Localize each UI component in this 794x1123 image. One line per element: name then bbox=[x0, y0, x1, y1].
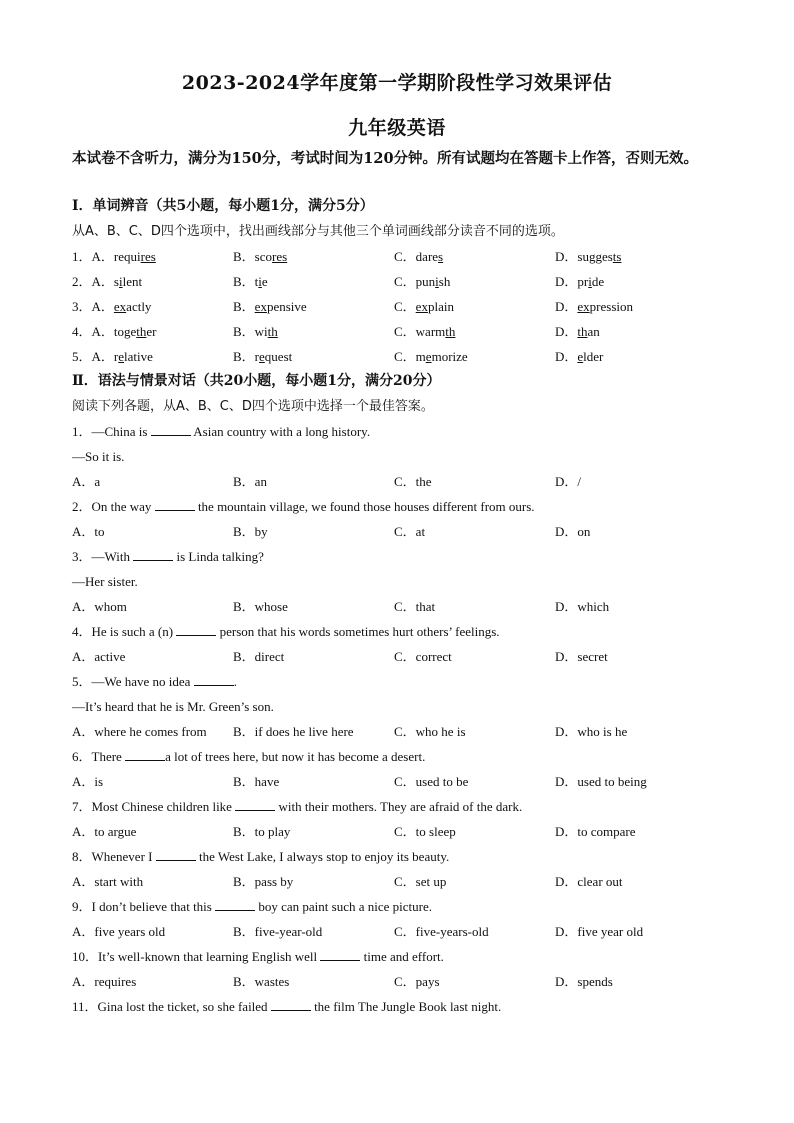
underlined-letters: ex bbox=[415, 299, 428, 314]
option-b bbox=[233, 344, 292, 369]
option-a bbox=[72, 269, 142, 294]
option-b bbox=[233, 919, 322, 944]
phonetics-question-row bbox=[72, 344, 732, 369]
option-text: to play bbox=[254, 824, 291, 839]
option-label: A． bbox=[72, 874, 95, 889]
question-stem: 1．—China is Asian country with a long history. bbox=[72, 424, 371, 439]
option-label: A． bbox=[72, 924, 95, 939]
question-stem: 9．I don’t believe that this boy can paint such a nice picture. bbox=[72, 899, 432, 914]
option-label: 3．A． bbox=[72, 299, 114, 314]
option-label: A． bbox=[72, 824, 95, 839]
option-word: silent bbox=[113, 274, 143, 289]
option-label: 1．A． bbox=[72, 249, 114, 264]
exam-notice: 本试卷不含听力，满分为150分，考试时间为120分钟。所有试题均在答题卡上作答，否则无效。 bbox=[72, 150, 699, 167]
option-c bbox=[394, 719, 466, 744]
option-d bbox=[555, 919, 643, 944]
option-text: to compare bbox=[577, 824, 636, 839]
option-label: C． bbox=[394, 599, 416, 614]
option-word: than bbox=[577, 324, 600, 339]
option-d bbox=[555, 719, 627, 744]
option-c bbox=[394, 819, 456, 844]
option-text: the bbox=[415, 474, 432, 489]
option-d bbox=[555, 594, 609, 619]
question-stem: 7．Most Chinese children like with their mothers. They are afraid of the dark. bbox=[72, 799, 523, 814]
option-label: A． bbox=[72, 599, 95, 614]
option-text: set up bbox=[415, 874, 447, 889]
option-label: D． bbox=[555, 874, 578, 889]
option-label: D． bbox=[555, 924, 578, 939]
option-label: B． bbox=[233, 874, 255, 889]
option-text: direct bbox=[254, 649, 285, 664]
option-d bbox=[555, 769, 647, 794]
option-label: C． bbox=[394, 349, 416, 364]
question-stem: 10．It’s well-known that learning English well time and effort. bbox=[72, 949, 444, 964]
option-label: D． bbox=[555, 974, 578, 989]
option-label: D． bbox=[555, 324, 578, 339]
option-label: A． bbox=[72, 474, 95, 489]
option-text: on bbox=[577, 524, 591, 539]
option-label: B． bbox=[233, 324, 255, 339]
option-label: D． bbox=[555, 774, 578, 789]
underlined-letters: res bbox=[140, 249, 156, 264]
option-text: secret bbox=[577, 649, 608, 664]
option-label: 5．A． bbox=[72, 349, 114, 364]
option-d bbox=[555, 294, 633, 319]
answer-blank bbox=[155, 498, 195, 511]
option-label: C． bbox=[394, 924, 416, 939]
option-word: tie bbox=[254, 274, 268, 289]
option-label: D． bbox=[555, 824, 578, 839]
options-row bbox=[72, 644, 732, 669]
option-text: five-years-old bbox=[415, 924, 489, 939]
question-stem: 4．He is such a (n) person that his words sometimes hurt others’ feelings. bbox=[72, 624, 500, 639]
answer-blank bbox=[176, 623, 216, 636]
option-word: scores bbox=[254, 249, 288, 264]
option-text: to sleep bbox=[415, 824, 456, 839]
option-a bbox=[72, 919, 165, 944]
option-b bbox=[233, 969, 289, 994]
option-label: B． bbox=[233, 474, 255, 489]
option-d bbox=[555, 269, 604, 294]
option-label: C． bbox=[394, 249, 416, 264]
option-label: B． bbox=[233, 724, 255, 739]
underlined-letters: s bbox=[438, 249, 444, 264]
option-word: relative bbox=[113, 349, 153, 364]
option-text: spends bbox=[577, 974, 613, 989]
option-a bbox=[72, 819, 136, 844]
option-a bbox=[72, 719, 207, 744]
option-d bbox=[555, 644, 608, 669]
option-d bbox=[555, 519, 590, 544]
option-label: A． bbox=[72, 649, 95, 664]
option-word: punish bbox=[415, 274, 451, 289]
option-word: expensive bbox=[254, 299, 307, 314]
option-text: have bbox=[254, 774, 280, 789]
option-a bbox=[72, 244, 156, 269]
section2-instruction: 阅读下列各题，从A、B、C、D四个选项中选择一个最佳答案。 bbox=[72, 399, 434, 414]
option-text: to argue bbox=[94, 824, 137, 839]
option-label: C． bbox=[394, 474, 416, 489]
answer-blank bbox=[125, 748, 165, 761]
option-label: B． bbox=[233, 349, 255, 364]
answer-blank bbox=[133, 548, 173, 561]
option-word: request bbox=[254, 349, 293, 364]
underlined-letters: e bbox=[425, 349, 432, 364]
option-b bbox=[233, 519, 268, 544]
option-label: D． bbox=[555, 649, 578, 664]
underlined-letters: ex bbox=[113, 299, 127, 314]
option-text: pays bbox=[415, 974, 440, 989]
section1-instruction: 从A、B、C、D四个选项中，找出画线部分与其他三个单词画线部分读音不同的选项。 bbox=[72, 224, 564, 239]
option-text: is bbox=[94, 774, 104, 789]
option-text: wastes bbox=[254, 974, 290, 989]
option-text: clear out bbox=[577, 874, 623, 889]
option-word: warmth bbox=[415, 324, 456, 339]
option-word: elder bbox=[577, 349, 604, 364]
option-a bbox=[72, 769, 103, 794]
option-label: D． bbox=[555, 524, 578, 539]
option-b bbox=[233, 644, 284, 669]
exam-title: 2023-2024学年度第一学期阶段性学习效果评估 bbox=[181, 72, 613, 94]
answer-blank bbox=[151, 423, 191, 436]
underlined-letters: i bbox=[435, 274, 439, 289]
option-label: B． bbox=[233, 599, 255, 614]
underlined-letters: ts bbox=[612, 249, 622, 264]
options-row bbox=[72, 519, 732, 544]
option-label: C． bbox=[394, 824, 416, 839]
option-c bbox=[394, 244, 443, 269]
option-label: D． bbox=[555, 724, 578, 739]
option-b bbox=[233, 769, 279, 794]
option-label: B． bbox=[233, 649, 255, 664]
question-stem: 2．On the way the mountain village, we found those houses different from ours. bbox=[72, 499, 535, 514]
question-stem: 6．There a lot of trees here, but now it has become a desert. bbox=[72, 749, 426, 764]
option-word: pride bbox=[577, 274, 605, 289]
underlined-letters: i bbox=[118, 274, 123, 289]
option-label: D． bbox=[555, 249, 578, 264]
option-c bbox=[394, 319, 455, 344]
option-text: five-year-old bbox=[254, 924, 323, 939]
option-label: B． bbox=[233, 274, 255, 289]
option-label: C． bbox=[394, 774, 416, 789]
option-text: five year old bbox=[577, 924, 644, 939]
option-label: B． bbox=[233, 249, 255, 264]
phonetics-question-row bbox=[72, 319, 732, 344]
option-text: whose bbox=[254, 599, 288, 614]
underlined-letters: th bbox=[445, 324, 456, 339]
options-row bbox=[72, 969, 732, 994]
exam-subject: 九年级英语 bbox=[348, 117, 446, 139]
underlined-letters: i bbox=[588, 274, 592, 289]
underlined-letters: th bbox=[577, 324, 588, 339]
option-b bbox=[233, 469, 267, 494]
option-b bbox=[233, 819, 290, 844]
option-label: D． bbox=[555, 299, 578, 314]
options-row bbox=[72, 869, 732, 894]
option-label: B． bbox=[233, 824, 255, 839]
option-label: A． bbox=[72, 524, 95, 539]
option-label: B． bbox=[233, 299, 255, 314]
option-label: C． bbox=[394, 649, 416, 664]
option-a bbox=[72, 869, 143, 894]
option-label: D． bbox=[555, 349, 578, 364]
option-d bbox=[555, 869, 623, 894]
underlined-letters: ex bbox=[254, 299, 267, 314]
option-d bbox=[555, 244, 621, 269]
options-row bbox=[72, 469, 732, 494]
answer-blank bbox=[156, 848, 196, 861]
answer-blank bbox=[320, 948, 360, 961]
underlined-letters: e bbox=[118, 349, 125, 364]
option-a bbox=[72, 319, 157, 344]
option-b bbox=[233, 719, 354, 744]
option-c bbox=[394, 644, 452, 669]
option-b bbox=[233, 294, 307, 319]
option-word: with bbox=[254, 324, 278, 339]
option-label: C． bbox=[394, 274, 416, 289]
option-label: D． bbox=[555, 274, 578, 289]
option-c bbox=[394, 769, 468, 794]
option-c bbox=[394, 969, 440, 994]
options-row bbox=[72, 719, 732, 744]
option-text: active bbox=[94, 649, 126, 664]
option-c bbox=[394, 519, 425, 544]
option-text: where he comes from bbox=[94, 724, 207, 739]
question-reply: —Her sister. bbox=[72, 574, 138, 589]
option-d bbox=[555, 344, 603, 369]
option-text: who he is bbox=[415, 724, 466, 739]
option-a bbox=[72, 344, 153, 369]
answer-blank bbox=[194, 673, 234, 686]
question-stem: 3．—With is Linda talking? bbox=[72, 549, 264, 564]
options-row bbox=[72, 919, 732, 944]
phonetics-question-row bbox=[72, 269, 732, 294]
option-b bbox=[233, 244, 287, 269]
option-d bbox=[555, 319, 600, 344]
option-c bbox=[394, 294, 454, 319]
option-word: together bbox=[113, 324, 157, 339]
option-b bbox=[233, 869, 293, 894]
option-label: A． bbox=[72, 724, 95, 739]
option-c bbox=[394, 594, 435, 619]
option-text: a bbox=[94, 474, 101, 489]
option-label: B． bbox=[233, 774, 255, 789]
option-a bbox=[72, 519, 105, 544]
option-label: A． bbox=[72, 974, 95, 989]
option-word: expression bbox=[577, 299, 634, 314]
option-text: used to be bbox=[415, 774, 469, 789]
option-text: an bbox=[254, 474, 267, 489]
option-label: C． bbox=[394, 974, 416, 989]
option-text: requires bbox=[94, 974, 137, 989]
option-word: requires bbox=[113, 249, 156, 264]
options-row bbox=[72, 769, 732, 794]
option-label: A． bbox=[72, 774, 95, 789]
option-a bbox=[72, 469, 100, 494]
underlined-letters: ex bbox=[577, 299, 590, 314]
option-word: exactly bbox=[113, 299, 152, 314]
option-b bbox=[233, 594, 288, 619]
option-word: dares bbox=[415, 249, 444, 264]
phonetics-question-row bbox=[72, 294, 732, 319]
option-text: five years old bbox=[94, 924, 166, 939]
option-text: whom bbox=[94, 599, 127, 614]
option-text: to bbox=[94, 524, 105, 539]
option-label: 2．A． bbox=[72, 274, 114, 289]
option-c bbox=[394, 869, 446, 894]
underlined-letters: th bbox=[136, 324, 147, 339]
option-word: suggests bbox=[577, 249, 622, 264]
option-text: correct bbox=[415, 649, 452, 664]
option-text: / bbox=[577, 474, 582, 489]
option-label: 4．A． bbox=[72, 324, 114, 339]
option-text: used to being bbox=[577, 774, 647, 789]
option-c bbox=[394, 269, 450, 294]
option-c bbox=[394, 469, 432, 494]
option-label: C． bbox=[394, 524, 416, 539]
option-a bbox=[72, 594, 127, 619]
question-reply: —So it is. bbox=[72, 449, 125, 464]
underlined-letters: i bbox=[258, 274, 262, 289]
options-row bbox=[72, 594, 732, 619]
section2-heading: Ⅱ．语法与情景对话（共20小题，每小题1分，满分20分） bbox=[72, 373, 441, 389]
option-c bbox=[394, 344, 468, 369]
underlined-letters: e bbox=[259, 349, 265, 364]
option-d bbox=[555, 969, 613, 994]
option-text: start with bbox=[94, 874, 144, 889]
option-text: if does he live here bbox=[254, 724, 354, 739]
option-word: memorize bbox=[415, 349, 468, 364]
option-b bbox=[233, 319, 278, 344]
question-reply: —It’s heard that he is Mr. Green’s son. bbox=[72, 699, 274, 714]
underlined-letters: th bbox=[267, 324, 278, 339]
option-label: C． bbox=[394, 324, 416, 339]
option-label: C． bbox=[394, 724, 416, 739]
option-text: at bbox=[415, 524, 426, 539]
option-c bbox=[394, 919, 489, 944]
option-label: D． bbox=[555, 474, 578, 489]
options-row bbox=[72, 819, 732, 844]
answer-blank bbox=[235, 798, 275, 811]
option-text: by bbox=[254, 524, 268, 539]
answer-blank bbox=[215, 898, 255, 911]
option-a bbox=[72, 294, 151, 319]
option-text: which bbox=[577, 599, 610, 614]
option-a bbox=[72, 644, 125, 669]
option-text: who is he bbox=[577, 724, 628, 739]
option-text: pass by bbox=[254, 874, 294, 889]
underlined-letters: res bbox=[272, 249, 288, 264]
option-label: B． bbox=[233, 974, 255, 989]
question-stem: 5．—We have no idea . bbox=[72, 674, 237, 689]
section1-heading: Ⅰ．单词辨音（共5小题，每小题1分，满分5分） bbox=[72, 198, 374, 214]
question-stem: 11．Gina lost the ticket, so she failed the film The Jungle Book last night. bbox=[72, 999, 502, 1014]
question-stem: 8．Whenever I the West Lake, I always stop to enjoy its beauty. bbox=[72, 849, 450, 864]
answer-blank bbox=[271, 998, 311, 1011]
option-label: B． bbox=[233, 924, 255, 939]
option-d bbox=[555, 469, 581, 494]
option-label: B． bbox=[233, 524, 255, 539]
option-label: D． bbox=[555, 599, 578, 614]
option-label: C． bbox=[394, 874, 416, 889]
option-text: that bbox=[415, 599, 436, 614]
option-d bbox=[555, 819, 636, 844]
option-b bbox=[233, 269, 268, 294]
option-word: explain bbox=[415, 299, 454, 314]
option-label: C． bbox=[394, 299, 416, 314]
phonetics-question-row bbox=[72, 244, 732, 269]
underlined-letters: e bbox=[577, 349, 584, 364]
option-a bbox=[72, 969, 136, 994]
